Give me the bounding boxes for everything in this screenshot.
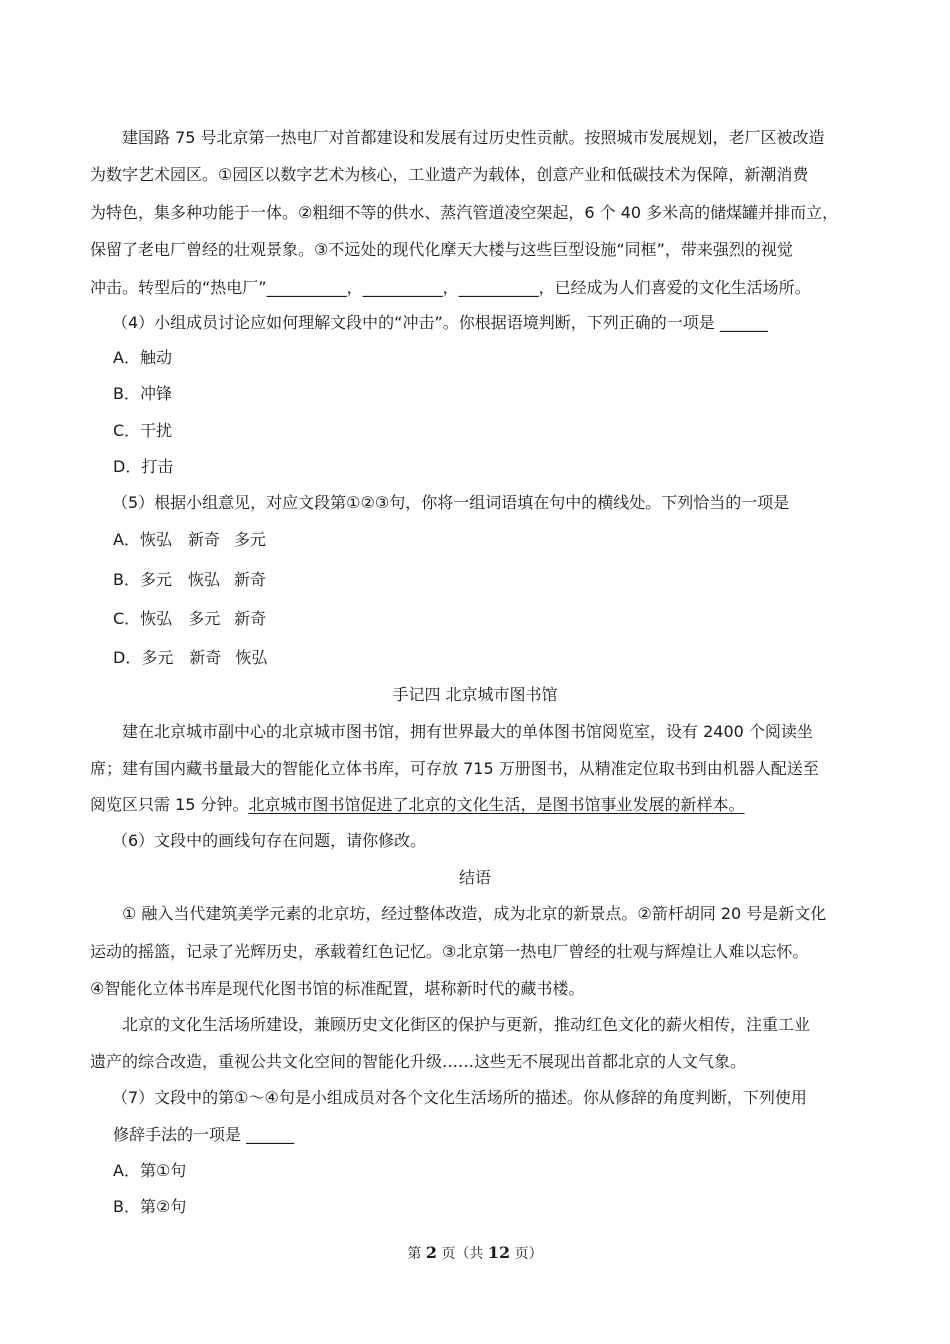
paragraph-line: 运动的摇篮，记录了光辉历史，承载着红色记忆。③北京第一热电厂曾经的壮观与辉煌让人难以忘怀。 xyxy=(90,942,809,961)
question-4-option-a: A．触动 xyxy=(113,348,172,367)
page-footer xyxy=(0,1244,950,1263)
option-word: 新奇 xyxy=(189,648,222,667)
option-word: 多元 xyxy=(233,530,266,549)
paragraph-line: 席；建有国内藏书量最大的智能化立体书库，可存放 715 万册图书，从精准定位取书到由机器人配送至 xyxy=(90,759,819,778)
question-5-option-d xyxy=(113,648,267,668)
option-word: 恢弘 xyxy=(235,648,268,667)
option-word: D．多元 xyxy=(113,648,174,667)
current-page-number: 2 xyxy=(425,1243,437,1262)
plain-text: 阅览区只需 15 分钟。 xyxy=(90,795,249,814)
paragraph-line: 为数字艺术园区。①园区以数字艺术为核心，工业遗产为载体，创意产业和低碳技术为保障，新潮消费 xyxy=(90,165,809,184)
question-7-option-b: B．第②句 xyxy=(113,1197,187,1216)
question-4-stem: （4）小组成员讨论应如何理解文段中的“冲击”。你根据语境判断，下列正确的一项是 ______ xyxy=(112,313,768,332)
option-word: C．恢弘 xyxy=(113,609,173,628)
question-4-option-c: C．干扰 xyxy=(113,421,173,440)
paragraph-line: 遗产的综合改造，重视公共文化空间的智能化升级……这些无不展现出首都北京的人文气象。 xyxy=(90,1052,747,1071)
option-word: 恢弘 xyxy=(187,570,220,589)
question-7-stem: （7）文段中的第①～④句是小组成员对各个文化生活场所的描述。你从修辞的角度判断，下列使用 xyxy=(112,1088,807,1107)
option-word: 新奇 xyxy=(187,530,220,549)
question-7-option-a: A．第①句 xyxy=(113,1161,187,1180)
question-4-option-b: B．冲锋 xyxy=(113,384,172,403)
question-5-option-c xyxy=(113,609,266,629)
footer-text: 第 xyxy=(407,1246,426,1262)
paragraph-line: 北京的文化生活场所建设，兼顾历史文化街区的保护与更新，推动红色文化的薪火相传，注重工业 xyxy=(122,1015,811,1034)
footer-text: 页（共 xyxy=(436,1246,488,1262)
option-word: 新奇 xyxy=(234,570,267,589)
section-heading: 结语 xyxy=(458,868,491,887)
paragraph-line: 建在北京城市副中心的北京城市图书馆，拥有世界最大的单体图书馆阅览室，设有 2400 个阅读坐 xyxy=(122,722,813,741)
question-5-option-b xyxy=(113,570,266,590)
question-6-stem: （6）文段中的画线句存在问题，请你修改。 xyxy=(112,831,427,850)
question-4-option-d: D．打击 xyxy=(113,457,174,476)
paragraph-line: 冲击。转型后的“热电厂”__________，__________，__________，已经成为人们喜爱的文化生活场所。 xyxy=(90,278,811,297)
question-5-stem: （5）根据小组意见，对应文段第①②③句，你将一组词语填在句中的横线处。下列恰当的一项是 xyxy=(112,493,790,512)
section-heading: 手记四 北京城市图书馆 xyxy=(392,685,558,704)
option-word: 新奇 xyxy=(234,609,267,628)
option-word: B．多元 xyxy=(113,570,172,589)
paragraph-line: 建国路 75 号北京第一热电厂对首都建设和发展有过历史性贡献。按照城市发展规划，老厂区被改造 xyxy=(122,128,825,147)
paragraph-line: ④智能化立体书库是现代化图书馆的标准配置，堪称新时代的藏书楼。 xyxy=(90,979,585,998)
paragraph-line: 为特色，集多种功能于一体。②粗细不等的供水、蒸汽管道凌空架起，6 个 40 多米高的储煤罐并排而立， xyxy=(90,203,839,222)
total-pages-number: 12 xyxy=(487,1243,511,1262)
question-7-stem-continued: 修辞手法的一项是 ______ xyxy=(113,1125,295,1144)
question-5-option-a xyxy=(113,530,266,550)
option-word: 多元 xyxy=(188,609,221,628)
option-word: A．恢弘 xyxy=(113,530,172,549)
footer-text: 页） xyxy=(510,1246,543,1262)
underlined-sentence: 北京城市图书馆促进了北京的文化生活，是图书馆事业发展的新样本。 xyxy=(248,795,745,814)
paragraph-line: 保留了老电厂曾经的壮观景象。③不远处的现代化摩天大楼与这些巨型设施“同框”，带来强烈的视觉 xyxy=(90,240,793,259)
paragraph-line xyxy=(90,795,745,815)
paragraph-line: ① 融入当代建筑美学元素的北京坊，经过整体改造，成为北京的新景点。②箭杆胡同 20 号是新文化 xyxy=(122,904,827,923)
